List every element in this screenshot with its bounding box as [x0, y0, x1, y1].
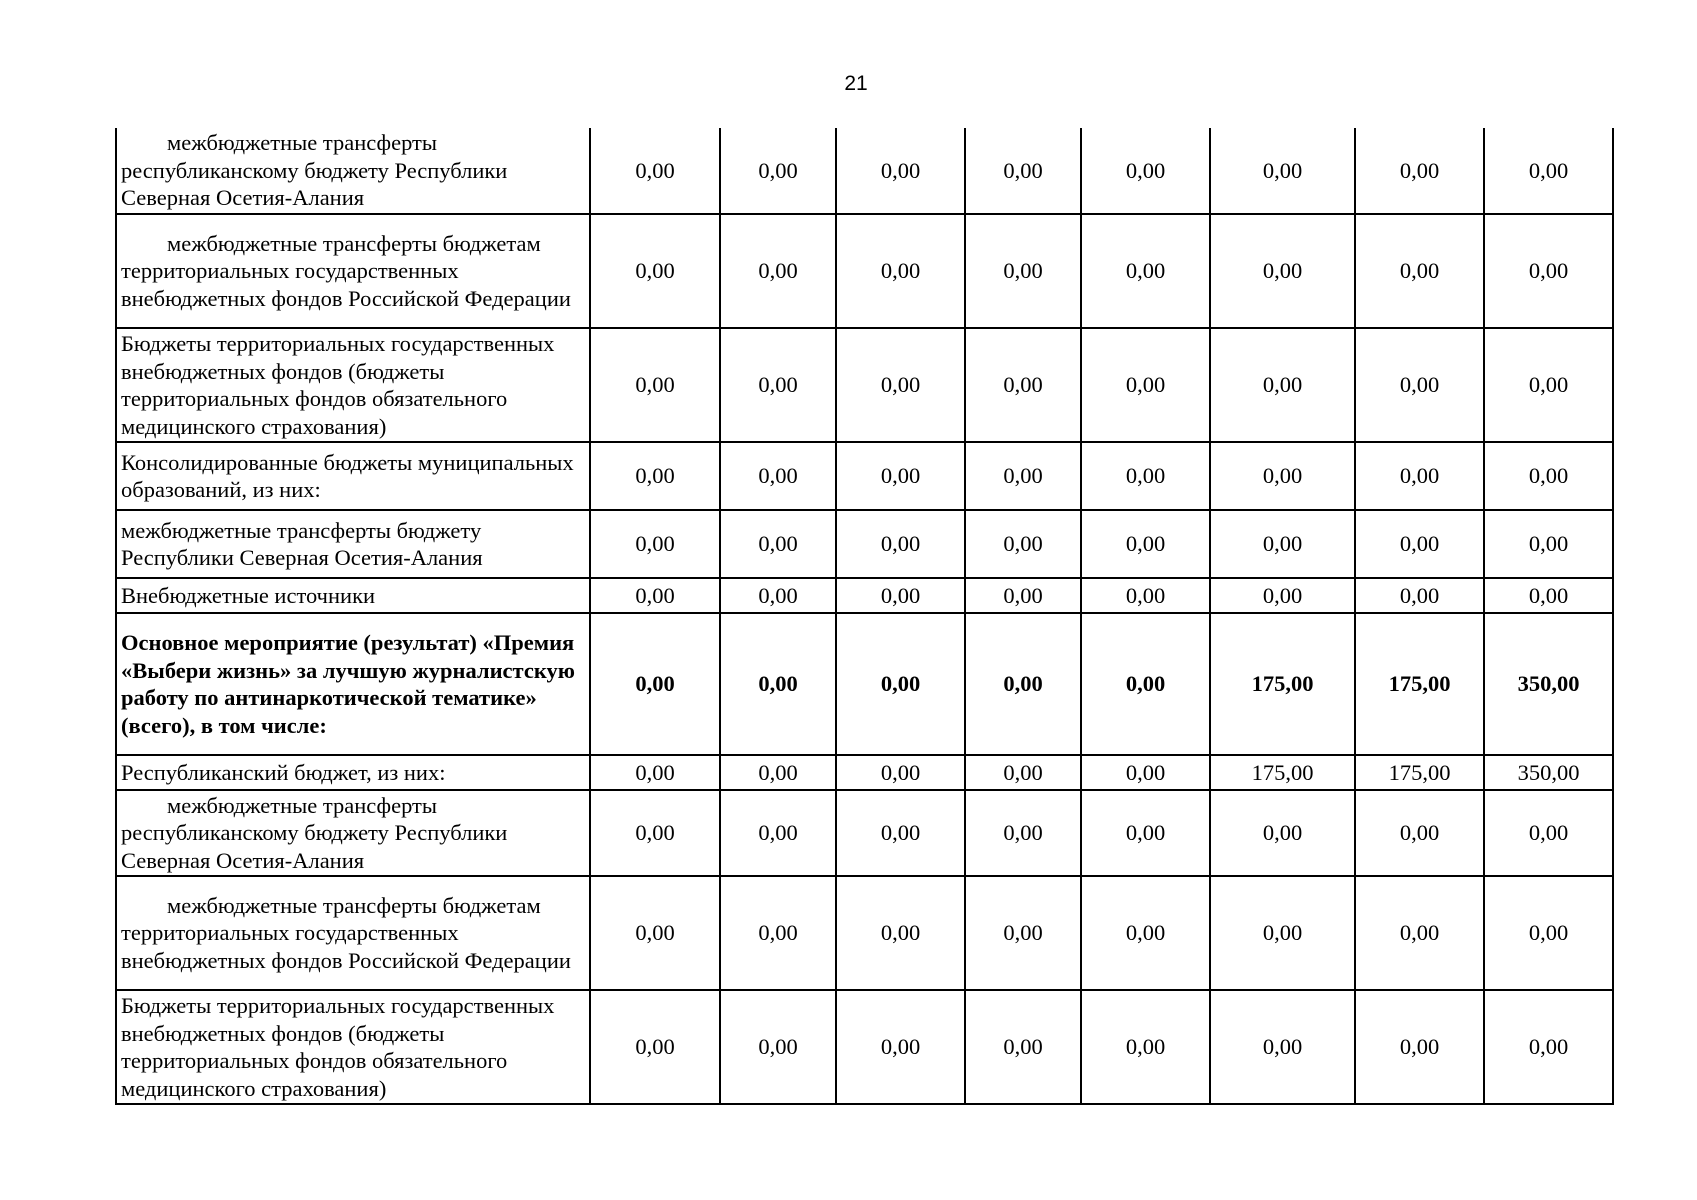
value-cell: 0,00 [720, 214, 836, 328]
value-cell: 0,00 [590, 328, 720, 442]
table-row [116, 510, 1613, 578]
value-cell: 0,00 [1210, 510, 1355, 578]
value-cell: 0,00 [836, 876, 965, 990]
value-cell: 0,00 [590, 442, 720, 510]
row-label: межбюджетные трансферты республиканскому бюджету Республики Северная Осетия-Алания [121, 130, 508, 211]
value-cell: 0,00 [1355, 214, 1484, 328]
value-cell: 0,00 [1355, 128, 1484, 214]
value-cell: 0,00 [965, 510, 1081, 578]
value-cell: 0,00 [1210, 876, 1355, 990]
budget-table [115, 128, 1614, 1105]
row-label-cell [116, 990, 590, 1104]
row-label-cell [116, 613, 590, 755]
value-cell: 175,00 [1355, 755, 1484, 790]
table-row [116, 613, 1613, 755]
value-cell: 350,00 [1484, 755, 1613, 790]
value-cell: 0,00 [720, 613, 836, 755]
table-row [116, 328, 1613, 442]
value-cell: 0,00 [1484, 876, 1613, 990]
value-cell: 0,00 [720, 578, 836, 613]
value-cell: 0,00 [590, 613, 720, 755]
value-cell: 0,00 [590, 990, 720, 1104]
value-cell: 0,00 [1484, 578, 1613, 613]
value-cell: 0,00 [720, 790, 836, 876]
value-cell: 350,00 [1484, 613, 1613, 755]
value-cell: 0,00 [836, 510, 965, 578]
page-number: 21 [844, 72, 868, 95]
value-cell: 0,00 [590, 790, 720, 876]
table-row [116, 790, 1613, 876]
value-cell: 0,00 [1355, 790, 1484, 876]
value-cell: 0,00 [965, 990, 1081, 1104]
value-cell: 0,00 [965, 578, 1081, 613]
value-cell: 0,00 [590, 128, 720, 214]
value-cell: 0,00 [1081, 876, 1210, 990]
value-cell: 0,00 [1355, 328, 1484, 442]
value-cell: 0,00 [836, 328, 965, 442]
value-cell: 0,00 [1355, 578, 1484, 613]
row-label-cell [116, 214, 590, 328]
row-label-cell [116, 442, 590, 510]
row-label: межбюджетные трансферты республиканскому бюджету Республики Северная Осетия-Алания [121, 792, 508, 873]
value-cell: 0,00 [1081, 755, 1210, 790]
row-label: Республиканский бюджет, из них: [121, 759, 446, 785]
value-cell: 0,00 [836, 214, 965, 328]
value-cell: 0,00 [1484, 510, 1613, 578]
row-label: Основное мероприятие (результат) «Премия «Выбери жизнь» за лучшую журналистскую работу по антинаркотической тематике» (всего), в том числе: [121, 630, 575, 738]
value-cell: 0,00 [720, 755, 836, 790]
table-row [116, 578, 1613, 613]
value-cell: 0,00 [1081, 128, 1210, 214]
value-cell: 0,00 [590, 755, 720, 790]
value-cell: 0,00 [1355, 876, 1484, 990]
value-cell: 0,00 [836, 755, 965, 790]
value-cell: 0,00 [836, 990, 965, 1104]
table-row [116, 755, 1613, 790]
value-cell: 0,00 [720, 128, 836, 214]
value-cell: 0,00 [1210, 214, 1355, 328]
row-label-cell [116, 876, 590, 990]
value-cell: 0,00 [1484, 790, 1613, 876]
table-row [116, 876, 1613, 990]
value-cell: 0,00 [590, 214, 720, 328]
value-cell: 0,00 [836, 613, 965, 755]
value-cell: 0,00 [965, 755, 1081, 790]
value-cell: 0,00 [1355, 442, 1484, 510]
value-cell: 0,00 [720, 328, 836, 442]
budget-table-body [116, 128, 1613, 1104]
value-cell: 0,00 [720, 990, 836, 1104]
value-cell: 0,00 [590, 510, 720, 578]
value-cell: 0,00 [965, 876, 1081, 990]
value-cell: 0,00 [720, 510, 836, 578]
value-cell: 0,00 [836, 578, 965, 613]
value-cell: 0,00 [1355, 510, 1484, 578]
value-cell: 0,00 [1355, 990, 1484, 1104]
value-cell: 0,00 [1484, 128, 1613, 214]
value-cell: 0,00 [1210, 990, 1355, 1104]
value-cell: 0,00 [836, 128, 965, 214]
value-cell: 0,00 [590, 876, 720, 990]
value-cell: 0,00 [1081, 510, 1210, 578]
value-cell: 0,00 [1210, 790, 1355, 876]
value-cell: 0,00 [1210, 128, 1355, 214]
row-label-cell [116, 755, 590, 790]
value-cell: 175,00 [1210, 755, 1355, 790]
value-cell: 0,00 [1081, 214, 1210, 328]
row-label-cell [116, 790, 590, 876]
value-cell: 0,00 [720, 442, 836, 510]
row-label-cell [116, 510, 590, 578]
value-cell: 0,00 [1484, 214, 1613, 328]
value-cell: 0,00 [720, 876, 836, 990]
value-cell: 0,00 [1081, 578, 1210, 613]
value-cell: 0,00 [965, 128, 1081, 214]
value-cell: 0,00 [965, 613, 1081, 755]
table-row [116, 990, 1613, 1104]
row-label: Внебюджетные источники [121, 582, 376, 608]
value-cell: 0,00 [836, 790, 965, 876]
table-row [116, 442, 1613, 510]
row-label: Бюджеты территориальных государственных внебюджетных фондов (бюджеты территориальных фондов обязательного медицинского страхования) [121, 331, 555, 439]
value-cell: 0,00 [965, 442, 1081, 510]
value-cell: 0,00 [1081, 790, 1210, 876]
row-label: межбюджетные трансферты бюджетам территориальных государственных внебюджетных фондов Российской Федерации [121, 892, 571, 973]
value-cell: 0,00 [1081, 990, 1210, 1104]
value-cell: 175,00 [1355, 613, 1484, 755]
value-cell: 0,00 [965, 790, 1081, 876]
row-label-cell [116, 328, 590, 442]
value-cell: 0,00 [1484, 328, 1613, 442]
value-cell: 0,00 [965, 328, 1081, 442]
table-row [116, 128, 1613, 214]
value-cell: 0,00 [1081, 613, 1210, 755]
row-label: Бюджеты территориальных государственных внебюджетных фондов (бюджеты территориальных фондов обязательного медицинского страхования) [121, 993, 555, 1101]
value-cell: 0,00 [1210, 442, 1355, 510]
row-label: межбюджетные трансферты бюджету Республики Северная Осетия-Алания [121, 517, 483, 570]
value-cell: 0,00 [1210, 328, 1355, 442]
value-cell: 0,00 [965, 214, 1081, 328]
value-cell: 0,00 [1210, 578, 1355, 613]
row-label-cell [116, 128, 590, 214]
value-cell: 0,00 [1484, 990, 1613, 1104]
value-cell: 0,00 [836, 442, 965, 510]
row-label: межбюджетные трансферты бюджетам территориальных государственных внебюджетных фондов Российской Федерации [121, 230, 571, 311]
value-cell: 0,00 [1081, 442, 1210, 510]
value-cell: 0,00 [1081, 328, 1210, 442]
row-label: Консолидированные бюджеты муниципальных образований, из них: [121, 449, 574, 502]
row-label-cell [116, 578, 590, 613]
value-cell: 0,00 [590, 578, 720, 613]
value-cell: 175,00 [1210, 613, 1355, 755]
value-cell: 0,00 [1484, 442, 1613, 510]
table-row [116, 214, 1613, 328]
